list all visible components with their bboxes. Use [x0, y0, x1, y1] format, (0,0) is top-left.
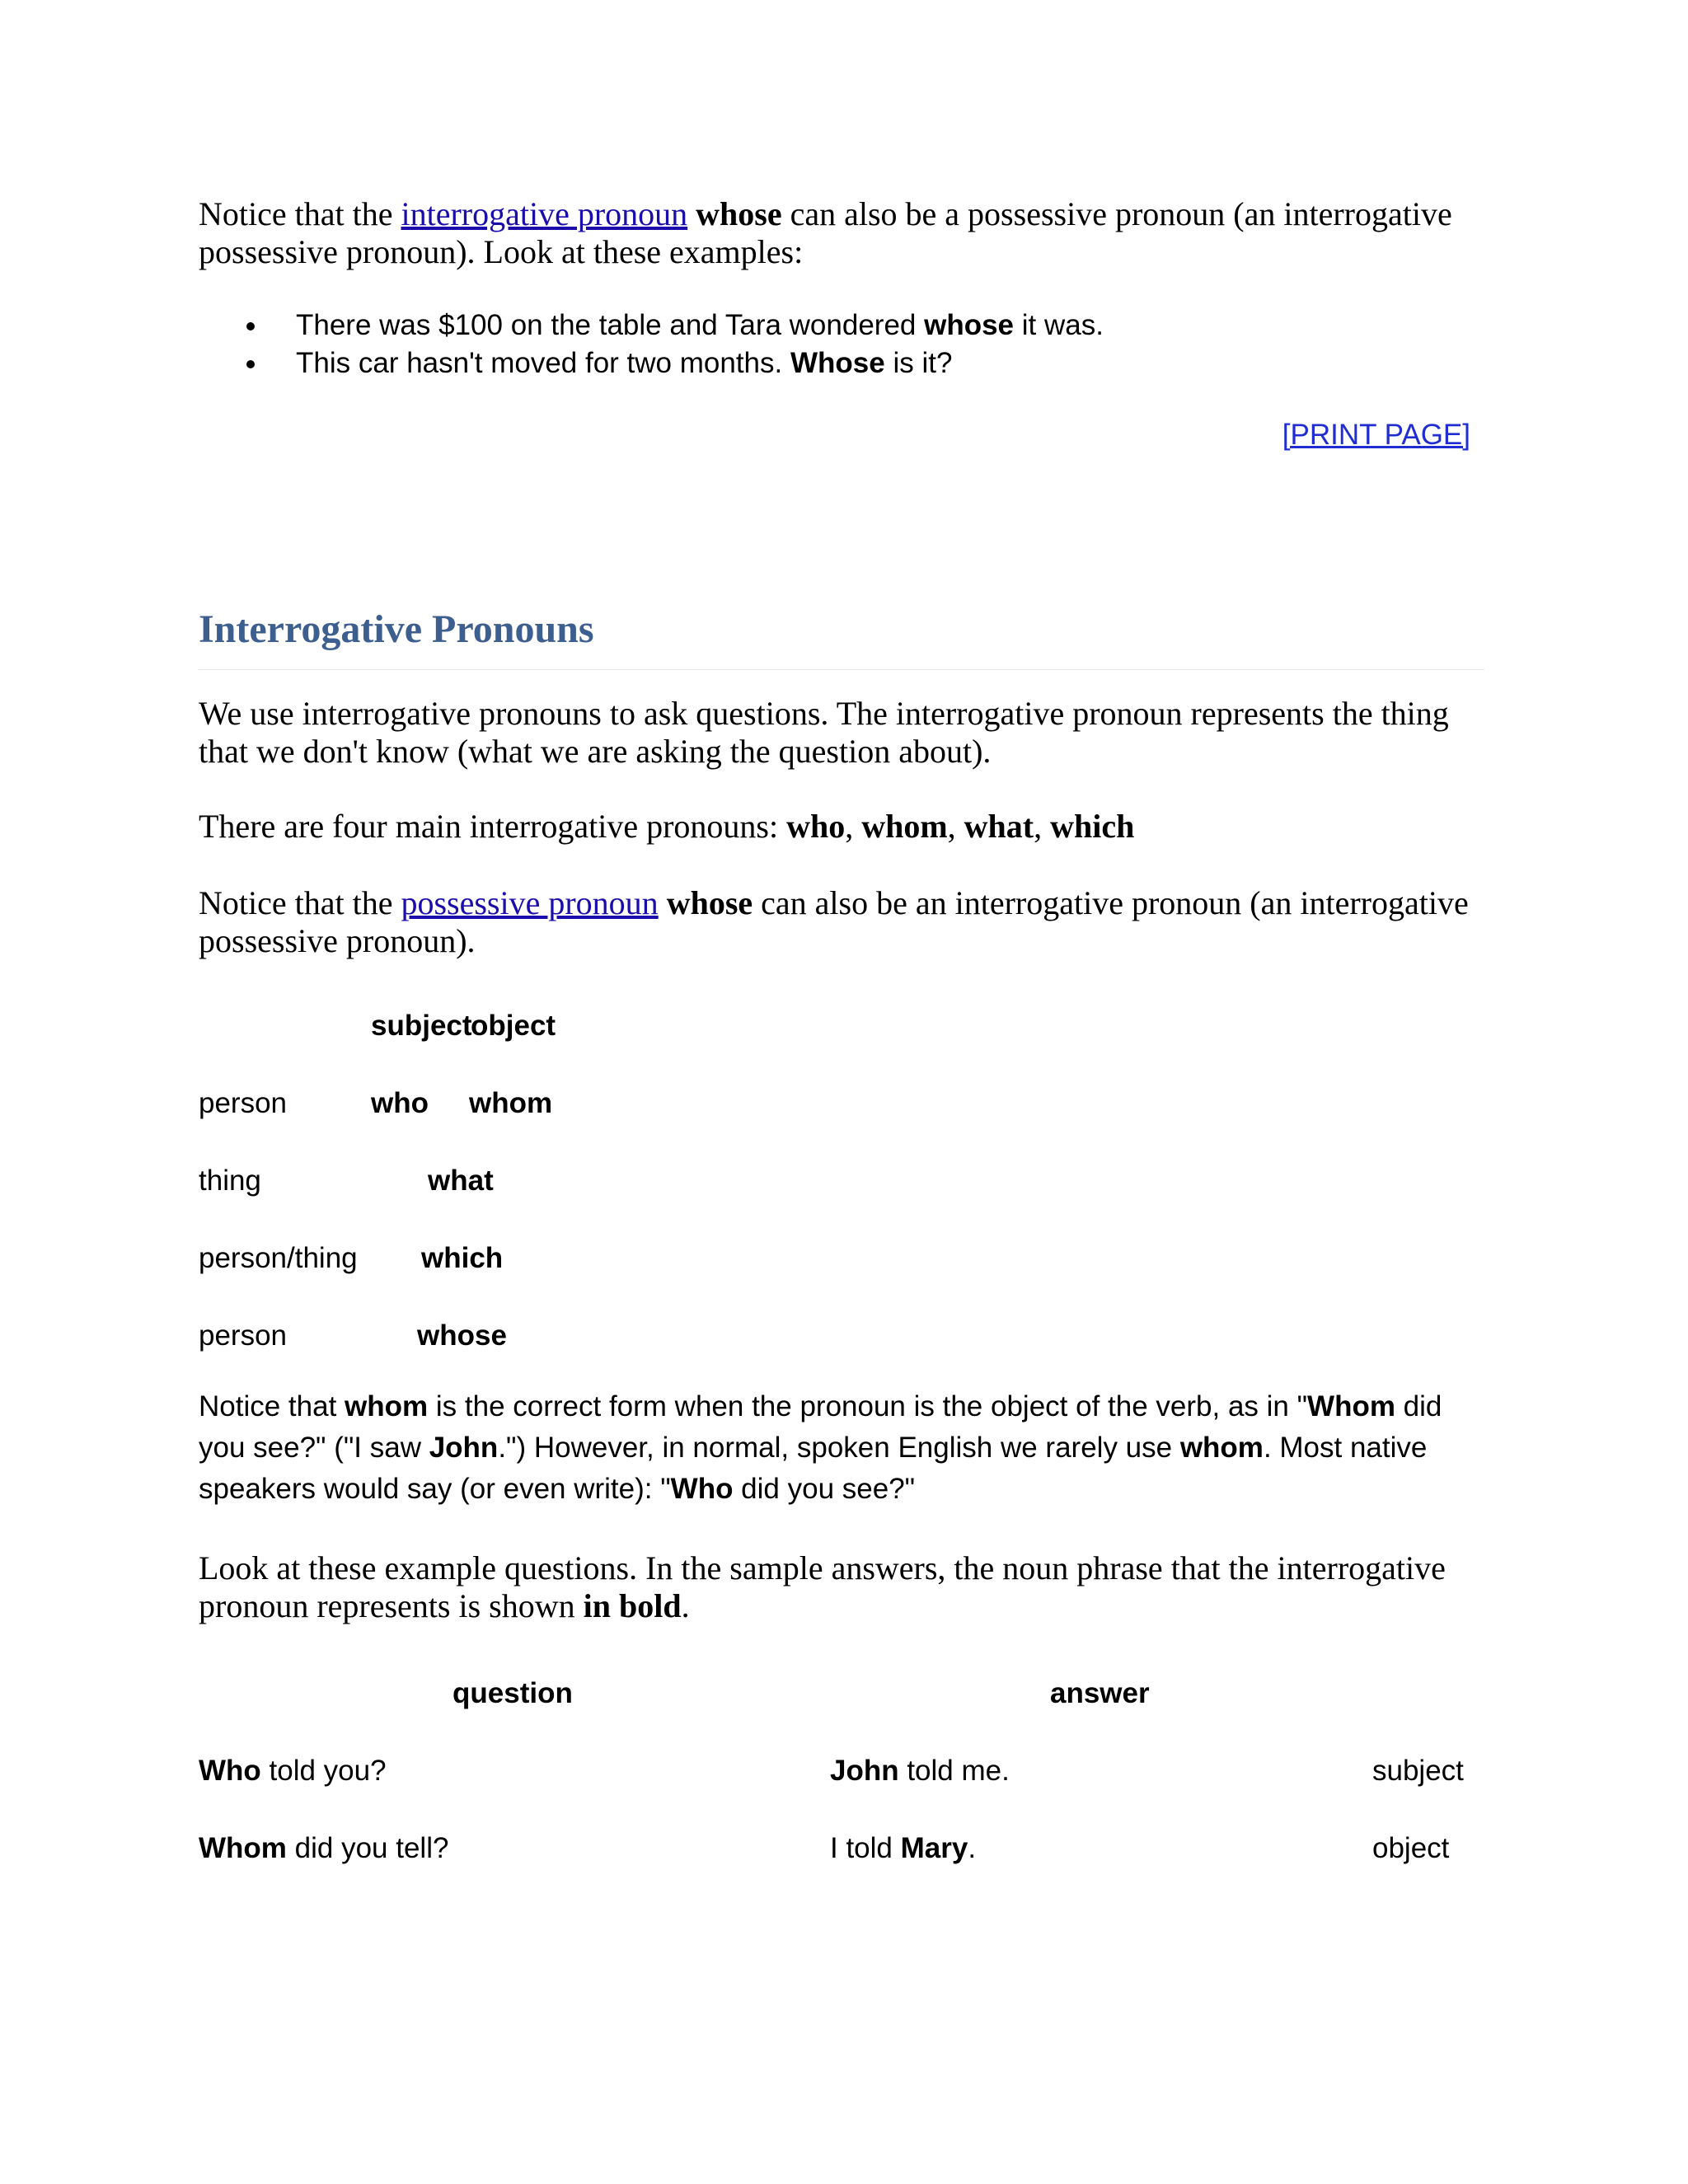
intro-bold-whose: whose	[696, 195, 782, 232]
p3-text-c: can also be an interrogative pronoun (an interrogative possessive pronoun).	[199, 884, 1469, 959]
qa-row-2-role: object	[1372, 1832, 1450, 1864]
list-item	[199, 344, 1484, 382]
bullet-2-pre: This car hasn't moved for two months.	[296, 347, 790, 379]
header-subject: subject	[371, 1010, 472, 1042]
list-item	[199, 307, 1484, 344]
intro-text-c: can also be a possessive pronoun (an interrogative possessive pronoun). Look at these examples:	[199, 195, 1452, 270]
bullet-icon	[246, 360, 255, 368]
p2-sep-1: ,	[845, 808, 862, 845]
qa-row-2-a-post: .	[968, 1832, 977, 1864]
section-paragraph-2	[199, 808, 1484, 846]
qa-row-1-q-rest: told you?	[260, 1755, 387, 1787]
row-3-label: person/thing	[199, 1242, 358, 1274]
qa-row-1-a-post: told me.	[898, 1755, 1010, 1787]
row-1-object: whom	[469, 1087, 553, 1119]
qa-row-1-role: subject	[1372, 1755, 1464, 1787]
p2-item-which: which	[1050, 808, 1135, 845]
header-answer: answer	[1050, 1677, 1150, 1709]
note-b1: whom	[345, 1390, 429, 1422]
header-object: object	[471, 1010, 556, 1042]
row-4-label: person	[199, 1319, 288, 1352]
p2-pre: There are four main interrogative pronouns:	[199, 808, 787, 845]
note-t6: did you see?"	[733, 1473, 916, 1505]
note-t4: .") However, in normal, spoken English we rarely use	[498, 1432, 1180, 1464]
intro-text-b	[687, 195, 696, 232]
intro-paragraph	[199, 195, 1484, 271]
qa-row-1-q-bold: Who	[199, 1755, 261, 1787]
note-t1: Notice that	[199, 1390, 345, 1422]
note-b4: whom	[1179, 1432, 1264, 1464]
interrogative-pronoun-link[interactable]: interrogative pronoun	[401, 195, 688, 232]
row-4-value: whose	[417, 1319, 507, 1352]
p4-post: .	[681, 1587, 690, 1624]
bullet-1-bold: whose	[924, 309, 1015, 341]
row-1-subject: who	[371, 1087, 429, 1119]
bullet-1-pre: There was $100 on the table and Tara wondered	[296, 309, 925, 341]
p3-text-a: Notice that the	[199, 884, 401, 921]
note-b3: John	[429, 1432, 499, 1464]
qa-row-2-a-pre: I told	[830, 1832, 901, 1864]
section-paragraph-1: We use interrogative pronouns to ask questions. The interrogative pronoun represents the thing that we don't know (what we are asking the question about).	[199, 695, 1449, 770]
section-paragraph-4	[199, 1549, 1484, 1625]
qa-row-1-question	[199, 1752, 387, 1790]
row-2-value: what	[428, 1165, 494, 1197]
section-title: Interrogative Pronouns	[199, 607, 594, 651]
example-list	[199, 307, 1484, 382]
bullet-1-post: it was.	[1014, 309, 1104, 341]
qa-row-2-answer	[830, 1830, 976, 1868]
row-3-value: which	[421, 1242, 504, 1274]
row-2-label: thing	[199, 1165, 261, 1197]
p4-bold: in bold	[583, 1587, 682, 1624]
p3-bold-whose: whose	[666, 884, 753, 921]
p2-sep-2: ,	[947, 808, 964, 845]
qa-row-2-a-bold: Mary	[900, 1832, 968, 1864]
qa-row-1-answer	[830, 1752, 1010, 1790]
section-paragraph-3	[199, 884, 1484, 960]
bullet-2-post: is it?	[884, 347, 953, 379]
heading-divider	[199, 669, 1484, 670]
qa-row-2-q-rest: did you tell?	[286, 1832, 449, 1864]
p2-sep-3: ,	[1034, 808, 1051, 845]
print-page-link[interactable]: [PRINT PAGE]	[1282, 419, 1470, 451]
note-b2: Whom	[1307, 1390, 1395, 1422]
bullet-2-bold: Whose	[790, 347, 885, 379]
bullet-icon	[246, 322, 255, 330]
p2-item-who: who	[786, 808, 846, 845]
note-t3: did you see?" ("I saw	[199, 1390, 1442, 1464]
qa-row-1-a-bold: John	[830, 1755, 899, 1787]
intro-text-a: Notice that the	[199, 195, 401, 232]
qa-row-2-question	[199, 1830, 448, 1868]
p2-item-whom: whom	[861, 808, 948, 845]
p2-item-what: what	[964, 808, 1034, 845]
possessive-pronoun-link[interactable]: possessive pronoun	[401, 884, 659, 921]
row-1-label: person	[199, 1087, 288, 1119]
note-b5: Who	[670, 1473, 734, 1505]
header-question: question	[452, 1677, 573, 1709]
p3-text-b	[659, 884, 667, 921]
note-t2: is the correct form when the pronoun is the object of the verb, as in "	[428, 1390, 1308, 1422]
note-t5: . Most native speakers would say (or even write): "	[199, 1432, 1428, 1505]
p4-pre: Look at these example questions. In the sample answers, the noun phrase that the interrogative pronoun represents is shown	[199, 1549, 1446, 1624]
whom-note	[199, 1386, 1484, 1510]
qa-row-2-q-bold: Whom	[199, 1832, 287, 1864]
